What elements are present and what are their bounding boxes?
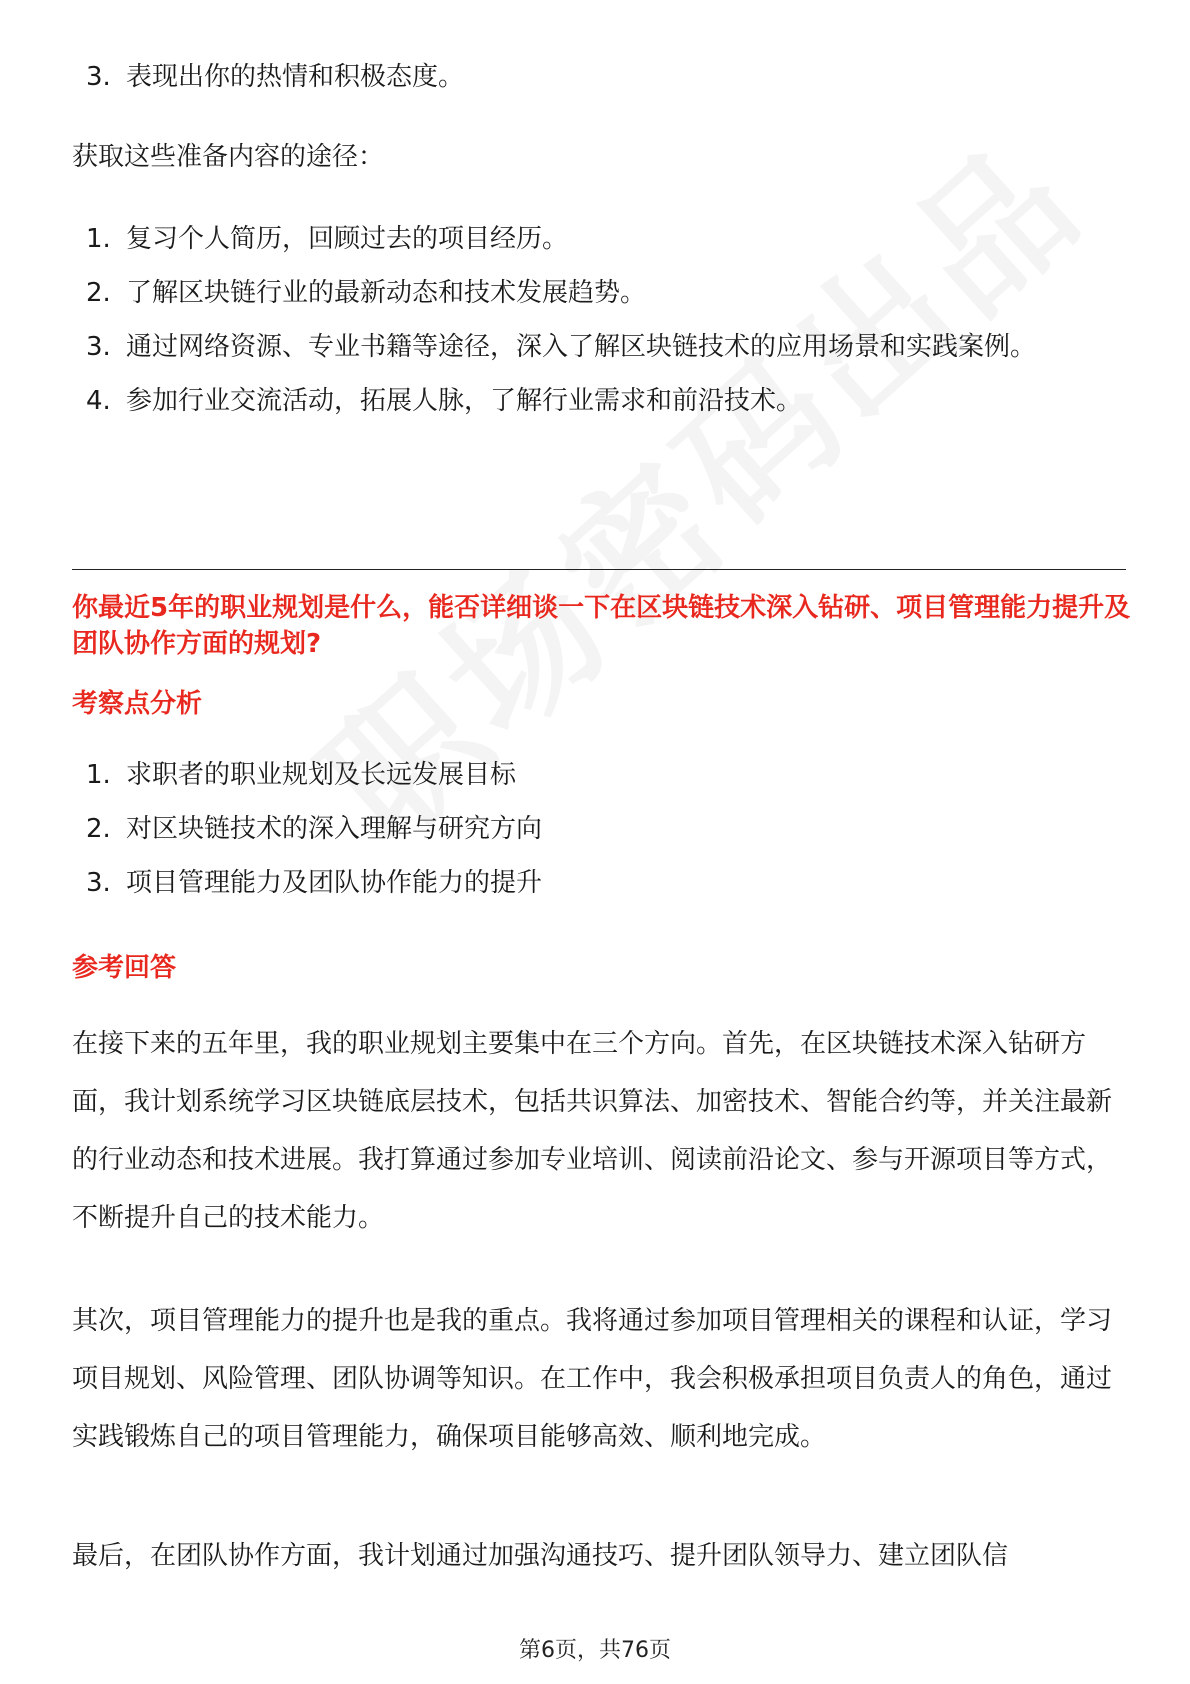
ways-list: [86, 212, 1126, 428]
list-text: 对区块链技术的深入理解与研究方向: [126, 814, 543, 844]
list-number: 1.: [86, 224, 111, 254]
list-item: [86, 320, 1126, 374]
answer-paragraph: 最后，在团队协作方面，我计划通过加强沟通技巧、提升团队领导力、建立团队信: [72, 1541, 1009, 1571]
list-number: 2.: [86, 814, 111, 844]
analysis-list: [86, 748, 1126, 910]
question-heading: 你最近5年的职业规划是什么，能否详细谈一下在区块链技术深入钻研、项目管理能力提升及团队协作方面的规划?: [72, 593, 1131, 659]
analysis-title: 考察点分析: [72, 689, 203, 719]
list-number: 3.: [86, 62, 111, 92]
list-number: 4.: [86, 386, 111, 416]
list-item: [86, 802, 1126, 856]
list-number: 1.: [86, 760, 111, 790]
list-text: 了解区块链行业的最新动态和技术发展趋势。: [126, 278, 647, 308]
page-number-footer: 第6页，共76页: [519, 1638, 671, 1663]
list-text: 项目管理能力及团队协作能力的提升: [126, 868, 543, 898]
list-item: [86, 856, 1126, 910]
list-text: 复习个人简历，回顾过去的项目经历。: [126, 224, 569, 254]
section-divider: [72, 569, 1126, 570]
answer-paragraph: 其次，项目管理能力的提升也是我的重点。我将通过参加项目管理相关的课程和认证，学习项目规划、风险管理、团队协调等知识。在工作中，我会积极承担项目负责人的角色，通过实践锻炼自己的项目管理能力，确保项目能够高效、顺利地完成。: [72, 1306, 1113, 1452]
list-text: 表现出你的热情和积极态度。: [126, 62, 465, 92]
answer-paragraph: 在接下来的五年里，我的职业规划主要集中在三个方向。首先，在区块链技术深入钻研方面，我计划系统学习区块链底层技术，包括共识算法、加密技术、智能合约等，并关注最新的行业动态和技术进展。我打算通过参加专业培训、阅读前沿论文、参与开源项目等方式，不断提升自己的技术能力。: [72, 1029, 1113, 1233]
list-number: 3.: [86, 868, 111, 898]
list-item: [86, 374, 1126, 428]
list-number: 3.: [86, 332, 111, 362]
list-number: 2.: [86, 278, 111, 308]
list-text: 求职者的职业规划及长远发展目标: [126, 760, 517, 790]
list-item: [86, 266, 1126, 320]
list-item: [86, 748, 1126, 802]
list-text: 通过网络资源、专业书籍等途径，深入了解区块链技术的应用场景和实践案例。: [126, 332, 1037, 362]
list-item: [86, 212, 1126, 266]
list-item: [86, 50, 1126, 104]
list-text: 参加行业交流活动，拓展人脉，了解行业需求和前沿技术。: [126, 386, 803, 416]
answer-title: 参考回答: [72, 953, 177, 983]
top-list: [86, 50, 1126, 104]
ways-heading: 获取这些准备内容的途径：: [72, 142, 385, 172]
